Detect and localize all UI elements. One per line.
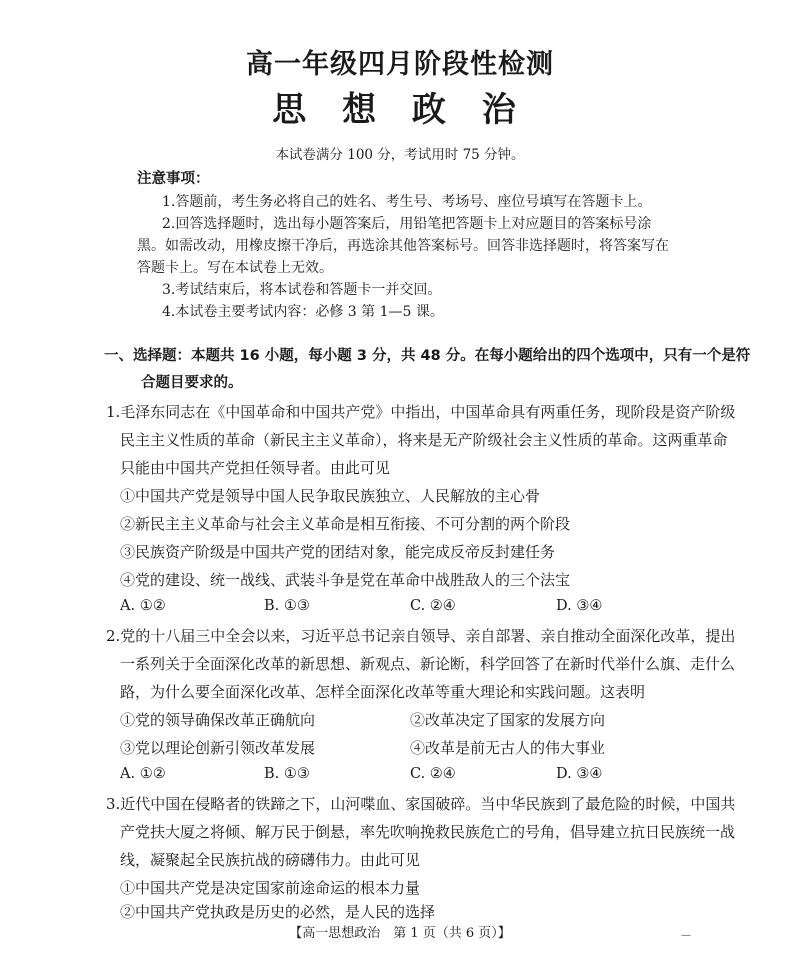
question-2-item: ②改革决定了国家的发展方向 (410, 711, 606, 729)
question-2-option-a: A. ①② (120, 766, 166, 782)
question-1-item: ①中国共产党是领导中国人民争取民族独立、人民解放的主心骨 (120, 487, 541, 505)
question-2-stem: 2.党的十八届三中全会以来，习近平总书记亲自领导、亲自部署、亲自推动全面深化改革，提出 (106, 627, 736, 645)
notice-line: 答题卡上。写在本试卷上无效。 (137, 260, 333, 276)
notice-line: 1.答题前，考生务必将自己的姓名、考生号、考场号、座位号填写在答题卡上。 (162, 194, 652, 210)
question-3-item: ②中国共产党执政是历史的必然，是人民的选择 (120, 903, 436, 921)
question-1-stem: 只能由中国共产党担任领导者。由此可见 (120, 459, 391, 477)
question-1-option-d: D. ③④ (556, 598, 603, 614)
question-2-option-c: C. ②④ (410, 766, 456, 782)
question-2-stem: 一系列关于全面深化改革的新思想、新观点、新论断，科学回答了在新时代举什么旗、走什么 (120, 655, 736, 673)
subject-title: 思 想 政 治 (272, 90, 528, 130)
question-1-item: ③民族资产阶级是中国共产党的团结对象，能完成反帝反封建任务 (120, 543, 556, 561)
question-2-item: ④改革是前无古人的伟大事业 (410, 739, 606, 757)
page-footer: 【高一思想政治 第 1 页（共 6 页）】 (289, 926, 511, 941)
notice-line: 4.本试卷主要考试内容：必修 3 第 1—5 课。 (162, 304, 444, 320)
question-2-option-d: D. ③④ (556, 766, 603, 782)
exam-title: 高一年级四月阶段性检测 (246, 49, 554, 80)
question-1-item: ②新民主主义革命与社会主义革命是相互衔接、不可分割的两个阶段 (120, 515, 571, 533)
question-1-stem: 民主主义性质的革命（新民主主义革命），将来是无产阶级社会主义性质的革命。这两重革命 (120, 431, 728, 449)
question-1-option-c: C. ②④ (410, 598, 456, 614)
question-1-item: ④党的建设、统一战线、武装斗争是党在革命中战胜敌人的三个法宝 (120, 571, 571, 589)
question-2-item: ③党以理论创新引领改革发展 (120, 739, 316, 757)
question-3-stem: 产党扶大厦之将倾、解万民于倒悬，率先吹响挽救民族危亡的号角，倡导建立抗日民族统一战 (120, 823, 736, 841)
question-1-stem: 1.毛泽东同志在《中国革命和中国共产党》中指出，中国革命具有两重任务，现阶段是资产阶级 (106, 403, 736, 421)
question-3-stem: 线，凝聚起全民族抗战的磅礴伟力。由此可见 (120, 851, 421, 869)
notice-heading: 注意事项： (137, 171, 210, 187)
exam-info: 本试卷满分 100 分，考试用时 75 分钟。 (275, 147, 525, 163)
question-2-item: ①党的领导确保改革正确航向 (120, 711, 316, 729)
question-1-option-b: B. ①③ (264, 598, 310, 614)
question-3-stem: 3.近代中国在侵略者的铁蹄之下，山河喋血、家国破碎。当中华民族到了最危险的时候，中国共 (106, 795, 736, 813)
notice-line: 2.回答选择题时，选出每小题答案后，用铅笔把答题卡上对应题目的答案标号涂 (162, 216, 652, 232)
notice-line: 3.考试结束后，将本试卷和答题卡一并交回。 (162, 282, 442, 298)
corner-mark: — (681, 930, 691, 941)
question-2-option-b: B. ①③ (264, 766, 310, 782)
question-2-stem: 路，为什么要全面深化改革、怎样全面深化改革等重大理论和实践问题。这表明 (120, 683, 646, 701)
question-1-option-a: A. ①② (120, 598, 166, 614)
notice-line: 黑。如需改动，用橡皮擦干净后，再选涂其他答案标号。回答非选择题时，将答案写在 (137, 238, 669, 254)
section-heading-cont: 合题目要求的。 (141, 375, 243, 391)
section-heading: 一、选择题：本题共 16 小题，每小题 3 分，共 48 分。在每小题给出的四个选项中，只有一个是符 (104, 348, 751, 364)
question-3-item: ①中国共产党是决定国家前途命运的根本力量 (120, 879, 421, 897)
